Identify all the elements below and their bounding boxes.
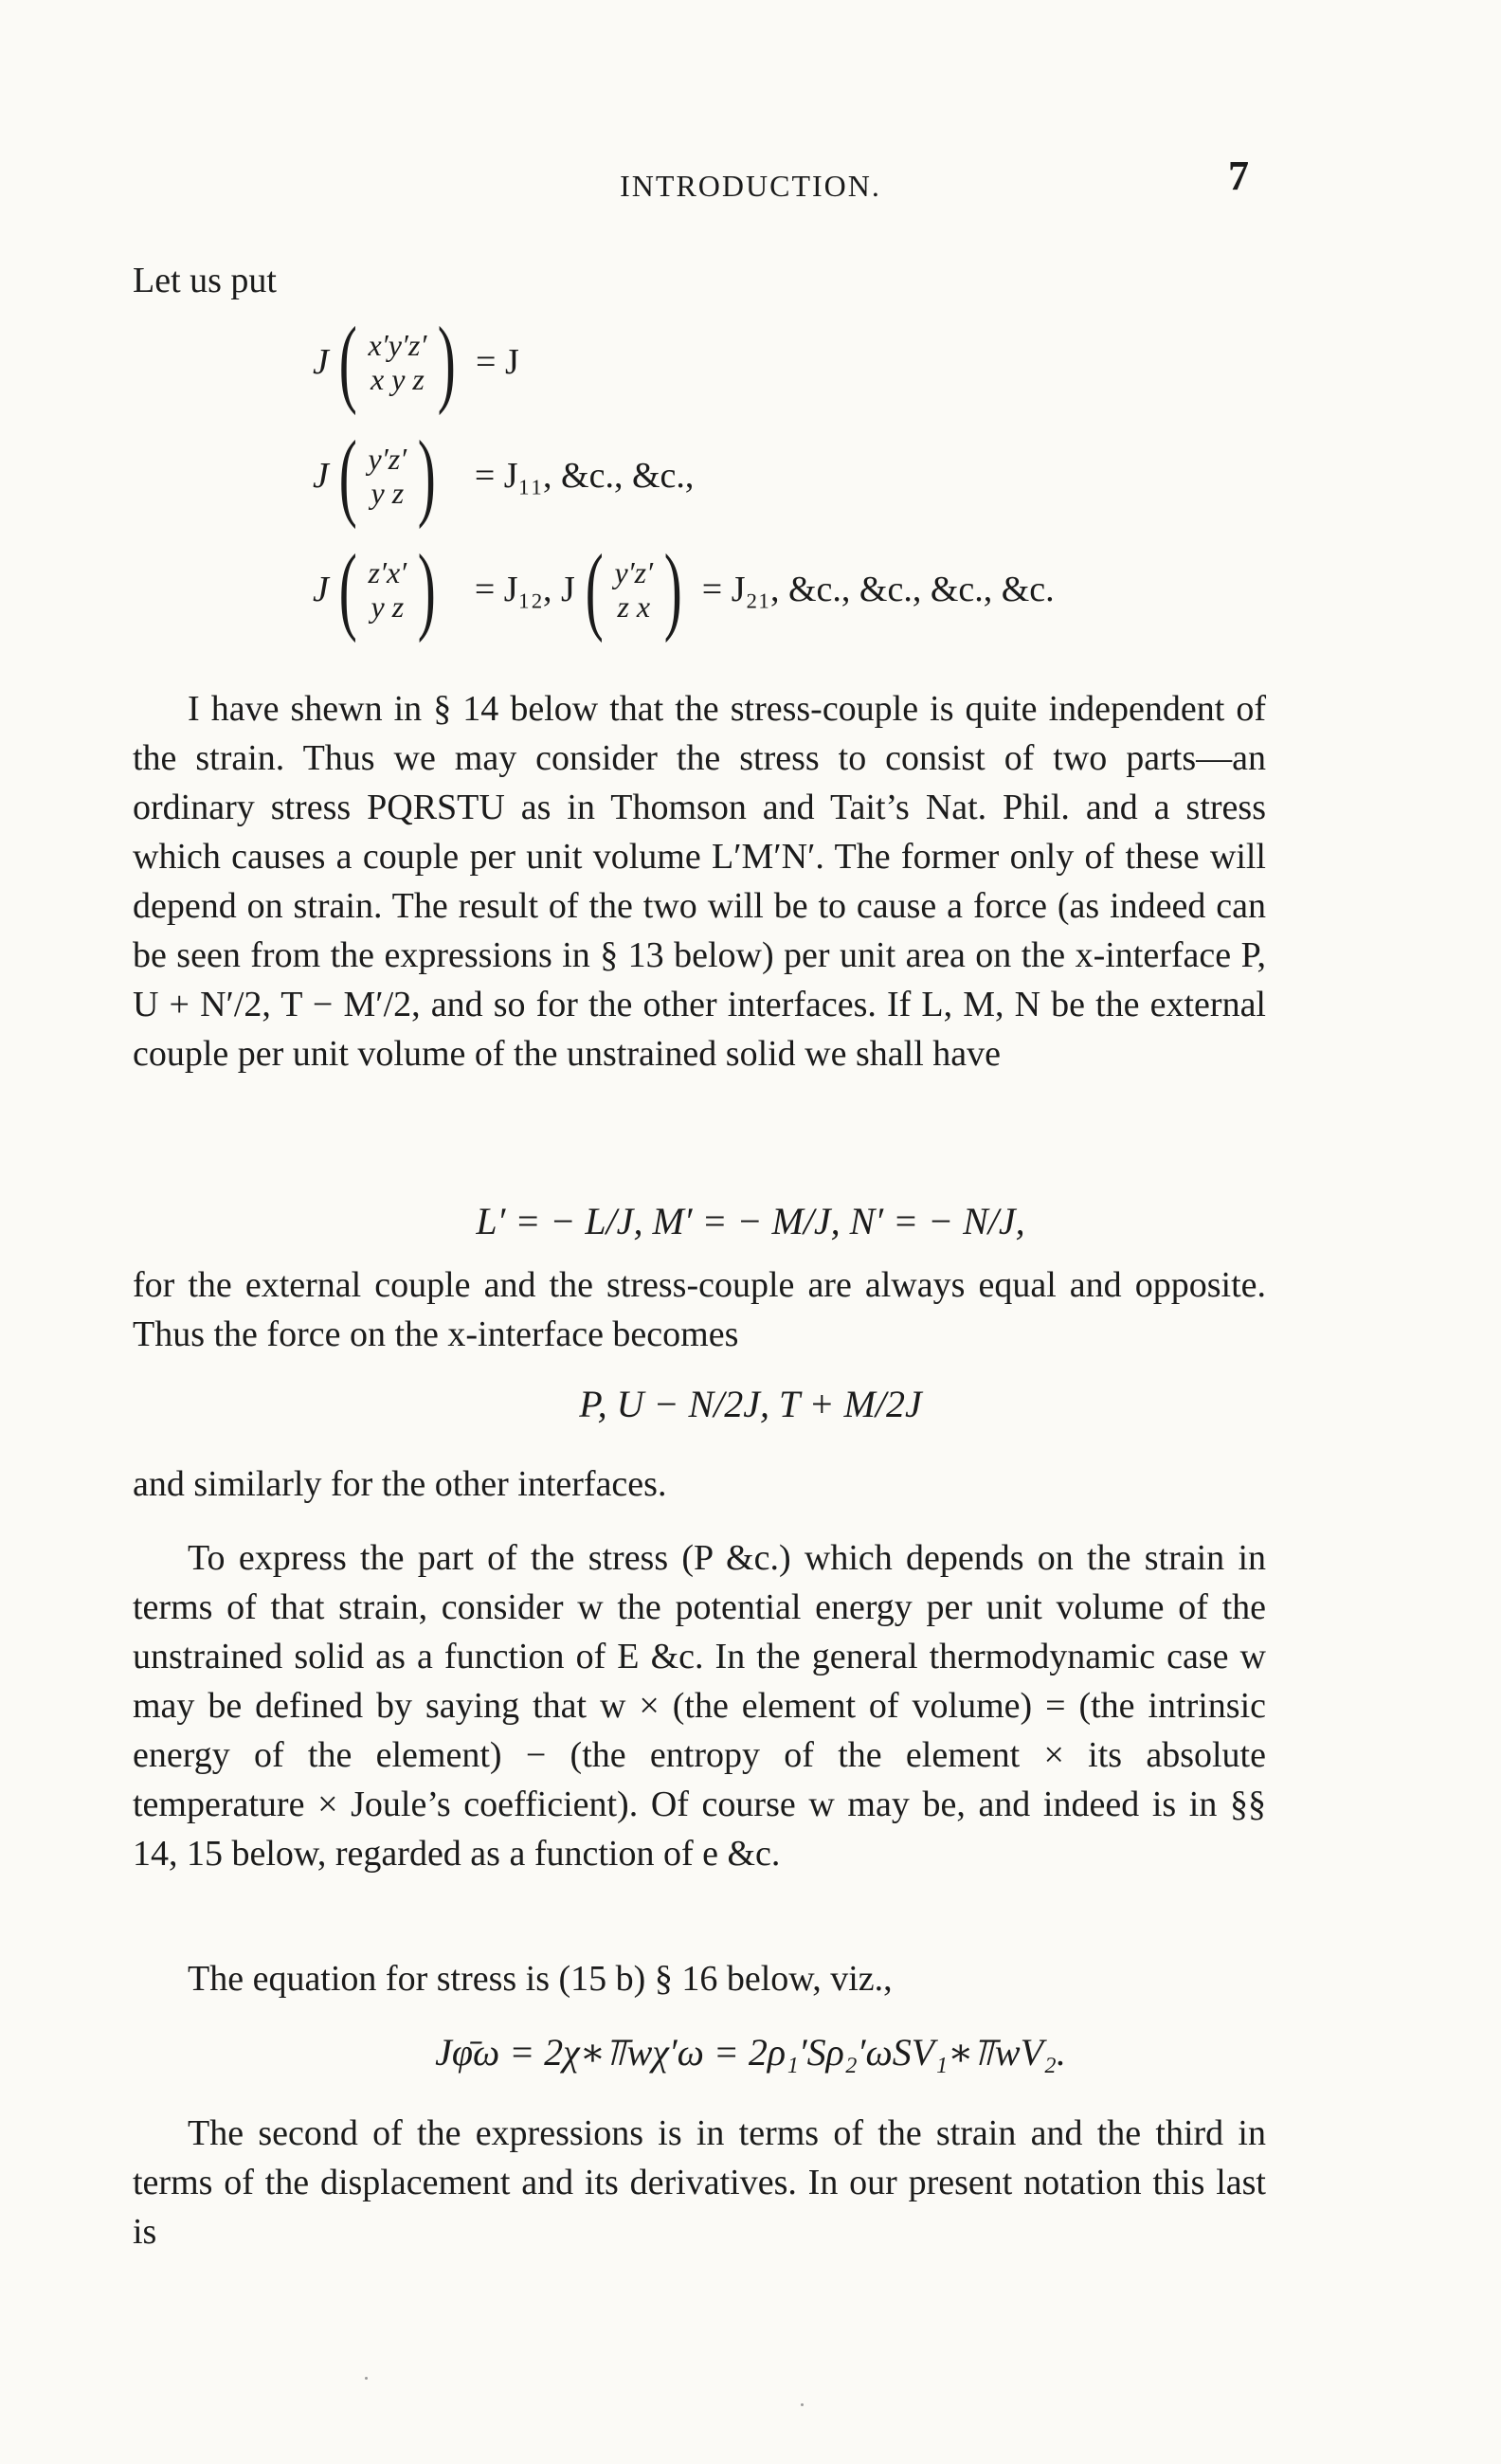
left-paren: (	[586, 534, 605, 643]
jacobian-matrix	[369, 328, 427, 396]
paragraph-external-couple: for the external couple and the stress-couple are always equal and opposite. Thus the force on the x-interface becomes	[133, 1265, 1266, 1354]
jacobian-upper: y′z′	[368, 442, 407, 476]
jacobian-row-1	[313, 307, 519, 417]
right-paren: )	[417, 534, 436, 643]
jacobian-rhs-b: = J₂₁, &c., &c., &c., &c.	[701, 570, 1055, 609]
jacobian-symbol: J	[313, 342, 329, 382]
jacobian-lower: y z	[371, 589, 405, 624]
equation-stress: Jφ̄ω = 2χ∗⫪wχ′ω = 2ρ₁′Sρ₂′ωSV₁∗⫪wV₂.	[435, 2031, 1066, 2074]
left-paren: (	[339, 307, 358, 416]
paragraph-stress-couple: I have shewn in § 14 below that the stress-couple is quite independent of the strain. Thus we may consider the stress to consist of two parts—an ordinary stress PQRSTU as in Thomson and Tait’s Nat. Phil. and a stress which causes a couple per unit volume L′M′N′. The former only of these will depend on strain. The result of the two will be to cause a force (as indeed can be seen from the expressions in § 13 below) per unit area on the x-interface P, U + N′/2, T − M′/2, and so for the other interfaces. If L, M, N be the external couple per unit volume of the unstrained solid we shall have	[133, 689, 1266, 1074]
right-paren: )	[437, 307, 456, 416]
jacobian-matrix-2	[614, 555, 653, 624]
jacobian-upper: z′x′	[368, 555, 407, 589]
paper-speck	[801, 2403, 804, 2406]
jacobian-row-2	[313, 421, 695, 531]
running-title: INTRODUCTION.	[620, 169, 881, 203]
intro-lead: Let us put	[133, 261, 277, 300]
jacobian-upper: x′y′z′	[368, 328, 427, 362]
jacobian-row-3	[313, 534, 1055, 644]
right-paren: )	[663, 534, 682, 643]
paragraph-notation: The second of the expressions is in terms of the strain and the third in terms of the displacement and its derivatives. In our present notation this last is	[133, 2113, 1266, 2252]
page-number: 7	[1228, 153, 1249, 199]
left-paren: (	[339, 534, 358, 643]
jacobian-symbol: J	[313, 456, 329, 496]
jacobian-matrix	[369, 442, 407, 510]
jacobian-lower: x y z	[371, 362, 425, 396]
jacobian-lower: y z	[371, 476, 405, 510]
jacobian-symbol: J	[313, 570, 329, 609]
paper-speck	[365, 2377, 368, 2380]
paragraph-potential-energy: To express the part of the stress (P &c.) which depends on the strain in terms of that strain, consider w the potential energy per unit volume of the unstrained solid as a function of E &c. In the general thermodynamic case w may be defined by saying that w × (the element of volume) = (the intrinsic energy of the element) − (the entropy of the element × its absolute temperature × Joule’s coefficient). Of course w may be, and indeed is in §§ 14, 15 below, regarded as a function of e &c.	[133, 1538, 1266, 1874]
jacobian-matrix	[369, 555, 407, 624]
right-paren: )	[417, 421, 436, 530]
jacobian-rhs-a: = J₁₂, J	[474, 570, 575, 609]
jacobian-lower: z x	[617, 589, 651, 624]
equation-force: P, U − N/2J, T + M/2J	[579, 1383, 922, 1425]
paragraph-similarly: and similarly for the other interfaces.	[133, 1464, 667, 1504]
jacobian-rhs: = J	[476, 342, 519, 382]
left-paren: (	[339, 421, 358, 530]
paragraph-stress-equation: The equation for stress is (15 b) § 16 below, viz.,	[188, 1959, 893, 1999]
jacobian-rhs: = J₁₁, &c., &c.,	[474, 456, 695, 496]
jacobian-upper: y′z′	[614, 555, 654, 589]
equation-couple: L′ = − L/J, M′ = − M/J, N′ = − N/J,	[476, 1200, 1025, 1242]
